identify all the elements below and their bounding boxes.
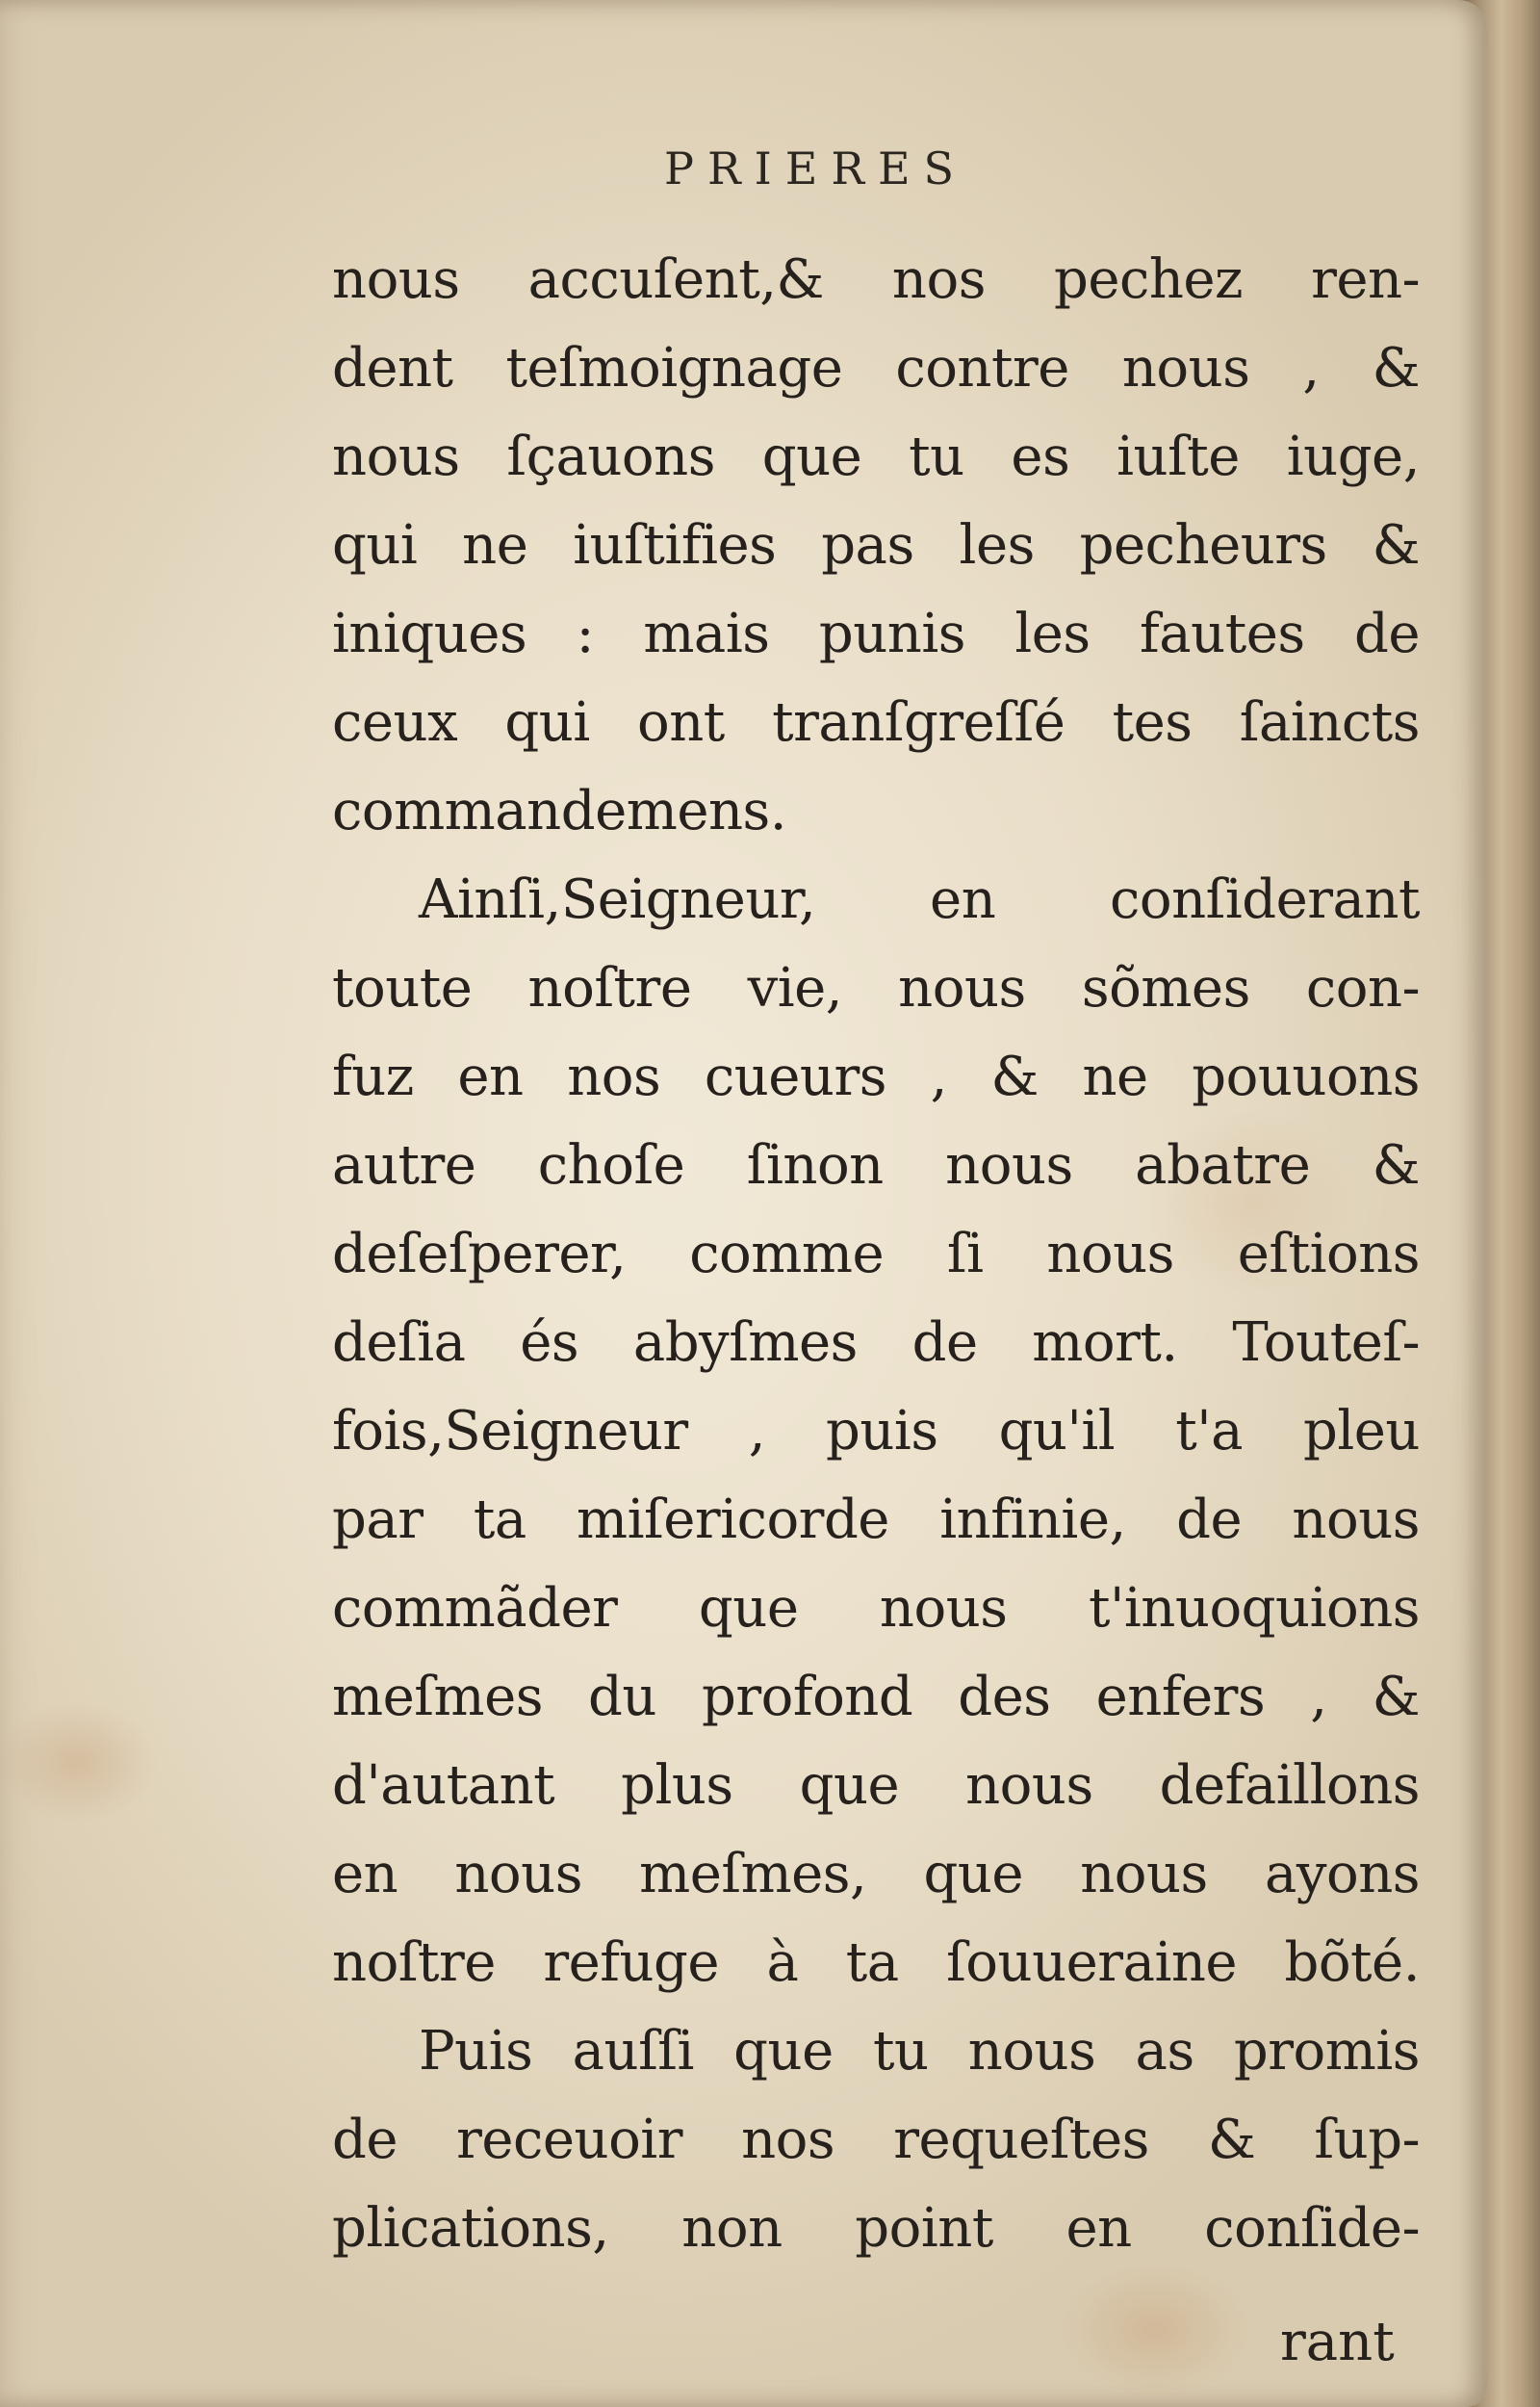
text-line: nous ſçauons que tu es iuſte iuge,: [332, 426, 1420, 488]
text-line: Puis auſſi que tu nous as promis: [419, 2020, 1420, 2083]
catchword: rant: [1280, 2311, 1395, 2373]
text-line: nous accuſent,& nos pechez ren-: [332, 248, 1420, 311]
text-line: dent teſmoignage contre nous , &: [332, 337, 1420, 400]
text-line: fuz en nos cueurs , & ne pouuons: [332, 1046, 1420, 1108]
text-line: meſmes du profond des enfers , &: [332, 1666, 1420, 1728]
text-line: fois,Seigneur , puis qu'il t'a pleu: [332, 1400, 1420, 1462]
text-line: deſeſperer, comme ſi nous eſtions: [332, 1223, 1420, 1285]
text-line: autre choſe ſinon nous abatre &: [332, 1134, 1420, 1197]
text-line: commandemens.: [332, 780, 787, 842]
text-line: par ta miſericorde infinie, de nous: [332, 1488, 1420, 1551]
text-line: deſia és abyſmes de mort. Touteſ-: [332, 1311, 1420, 1374]
text-line: noſtre refuge à ta ſouueraine bõté.: [332, 1931, 1420, 1994]
text-line: d'autant plus que nous defaillons: [332, 1754, 1420, 1817]
text-line: de receuoir nos requeſtes & ſup-: [332, 2109, 1420, 2171]
text-line: commãder que nous t'inuoquions: [332, 1577, 1420, 1640]
running-header: PRIERES: [664, 142, 968, 194]
text-line: toute noſtre vie, nous sõmes con-: [332, 957, 1420, 1020]
text-line: ceux qui ont tranſgreſſé tes ſaincts: [332, 691, 1420, 754]
text-line: qui ne iuſtifies pas les pecheurs &: [332, 514, 1420, 577]
text-line: plications, non point en conſide-: [332, 2197, 1420, 2260]
text-line: iniques : mais punis les fautes de: [332, 603, 1420, 665]
text-line: en nous meſmes, que nous ayons: [332, 1843, 1420, 1905]
text-line: Ainſi,Seigneur, en conſiderant: [419, 868, 1420, 931]
